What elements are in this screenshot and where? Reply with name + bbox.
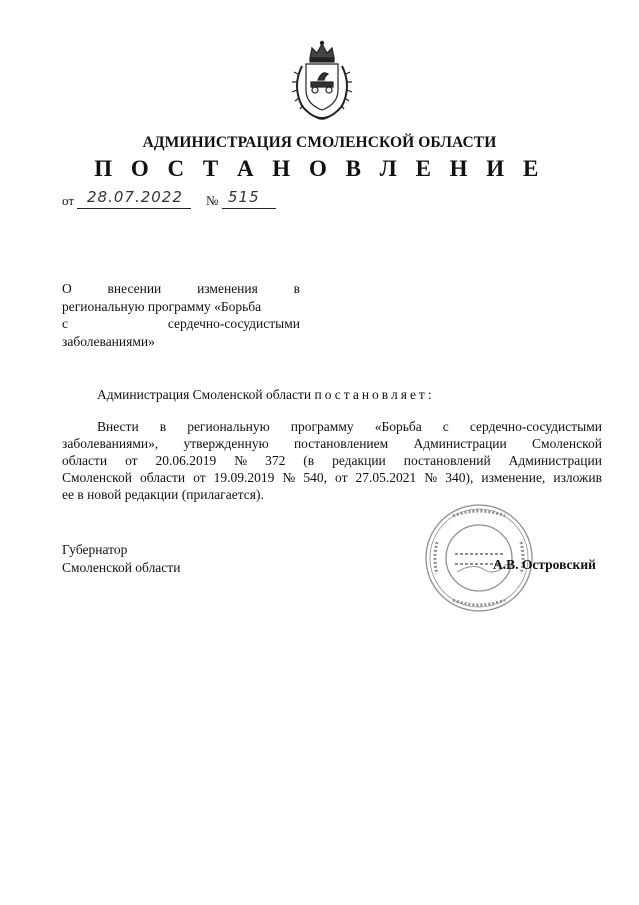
subject-line-2: региональную программу «Борьба: [62, 298, 262, 314]
body-word: программу: [290, 419, 354, 434]
body-word: ее в новой редакции (прилагается).: [62, 487, 264, 502]
body-word: (в: [303, 453, 315, 468]
signatory-position: [62, 541, 180, 577]
preamble: [97, 387, 435, 403]
date-from-label: от: [62, 193, 75, 208]
body-word: постановлений: [403, 453, 491, 468]
body-word: области: [62, 453, 108, 468]
body-word: утвержденную: [183, 436, 269, 451]
preamble-verb: постановляет:: [314, 387, 435, 402]
body-word: заболеваниями»,: [62, 436, 159, 451]
body-word: Администрации: [508, 453, 602, 468]
subject-word: О: [62, 281, 72, 296]
subject-word: изменения: [197, 281, 258, 296]
body-line-1: [62, 418, 602, 435]
signatory-name: А.В. Островский: [493, 557, 596, 572]
body-word: «Борьба: [374, 419, 422, 434]
number-value: 515: [228, 188, 260, 206]
coat-of-arms-icon: [288, 40, 356, 122]
number-field: [222, 184, 276, 209]
body-word: от: [125, 453, 138, 468]
body-line-2: [62, 435, 602, 452]
body-word: Смоленской: [62, 470, 132, 485]
date-field: [77, 184, 191, 209]
body-word: от: [335, 470, 348, 485]
body-word: 27.05.2021: [355, 470, 417, 485]
body-word: №: [282, 470, 296, 485]
subject-word: с: [62, 316, 68, 331]
document-subject: [62, 280, 300, 350]
body-word: с: [442, 419, 449, 434]
body-word: от: [193, 470, 206, 485]
body-word: региональную: [187, 419, 270, 434]
body-word: Администрации: [413, 436, 507, 451]
body-word: 19.09.2019: [213, 470, 275, 485]
subject-word: внесении: [107, 281, 162, 296]
body-word: №: [424, 470, 438, 485]
subject-word: в: [293, 281, 300, 296]
body-word: 540,: [303, 470, 327, 485]
body-word: изменение,: [481, 470, 546, 485]
subject-line-3: [62, 315, 300, 333]
dateline: [62, 184, 292, 210]
body-word: 340),: [445, 470, 474, 485]
subject-word: сердечно-сосудистыми: [167, 316, 300, 331]
subject-line-4: заболеваниями»: [62, 333, 155, 349]
position-line-1: Губернатор: [62, 542, 128, 557]
resolution-body: [62, 418, 602, 503]
body-word: №: [234, 453, 248, 468]
body-word: изложив: [553, 470, 602, 485]
position-line-2: Смоленской области: [62, 560, 181, 575]
body-word: редакции: [332, 453, 386, 468]
number-label: №: [206, 193, 219, 208]
body-word: 372: [265, 453, 286, 468]
preamble-prefix: Администрация Смоленской области: [97, 387, 312, 402]
organization-name: АДМИНИСТРАЦИЯ СМОЛЕНСКОЙ ОБЛАСТИ: [142, 134, 497, 151]
body-line-5: [62, 486, 602, 503]
body-word: области: [139, 470, 186, 485]
date-value: 28.07.2022: [87, 188, 183, 206]
body-word: 20.06.2019: [155, 453, 217, 468]
body-word: сердечно-сосудистыми: [469, 419, 602, 434]
body-line-3: [62, 452, 602, 469]
body-word: в: [159, 419, 167, 434]
body-word: постановлением: [293, 436, 389, 451]
body-word: Внести: [97, 419, 139, 434]
body-line-4: [62, 469, 602, 486]
body-word: Смоленской: [532, 436, 602, 451]
subject-line-1: [62, 280, 300, 298]
document-type: П О С Т А Н О В Л Е Н И Е: [94, 156, 545, 181]
